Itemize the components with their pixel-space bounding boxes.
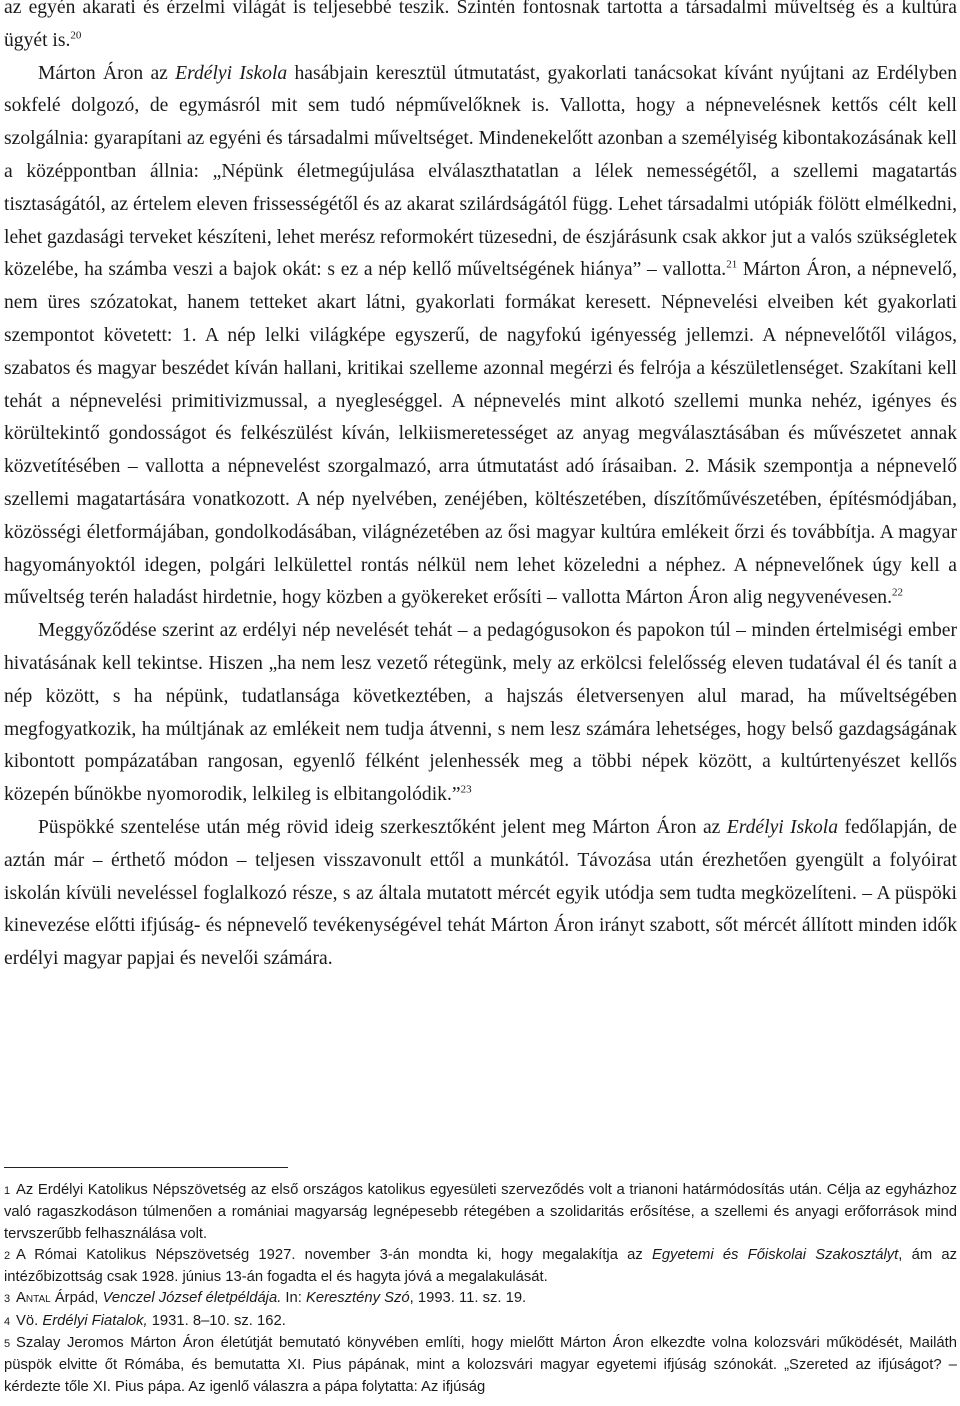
text-run: Erdélyi Iskola — [175, 62, 288, 84]
text-run: Antal — [16, 1290, 51, 1307]
body-paragraph — [4, 58, 957, 616]
text-run: Egyetemi és Főiskolai Szakosztályt — [651, 1246, 899, 1263]
body-paragraph — [4, 615, 957, 812]
text-run: , ám az intézőbizottság csak 1928. június 13-án fogadta el és hagyta jóvá a megalakulását. — [4, 1246, 957, 1286]
footnote — [4, 1180, 957, 1245]
text-run: Erdélyi Iskola — [726, 816, 839, 838]
body-text — [4, 0, 957, 976]
footnote-number: 4 — [4, 1315, 11, 1328]
text-run: Erdélyi Fiatalok, — [42, 1312, 148, 1329]
text-run: Püspökké szentelése után még rövid ideig szerkesztőként jelent meg Márton Áron az — [38, 816, 727, 838]
text-run: 1931. 8–10. sz. 162. — [147, 1312, 286, 1329]
text-run: az egyén akarati és érzelmi világát is teljesebbé teszik. Szintén fontosnak tartotta a társadalmi műveltség és a kultúra ügyét is. — [4, 0, 957, 51]
footnote-number: 2 — [4, 1249, 11, 1262]
footnote — [4, 1288, 957, 1310]
footnote-reference: 23 — [460, 783, 472, 796]
footnote-reference: 20 — [70, 29, 82, 42]
footnote — [4, 1333, 957, 1398]
text-run: Árpád, — [50, 1290, 103, 1307]
footnotes — [4, 1180, 957, 1398]
footnote — [4, 1311, 957, 1333]
text-run: Márton Áron az — [38, 62, 176, 84]
text-run: Venczel József életpéldája. — [102, 1290, 282, 1307]
footnote — [4, 1245, 957, 1289]
text-run: Szalay Jeromos Márton Áron életútját bemutató könyvében említi, hogy mielőtt Márton Áron elkezdte volna kolozsvári működését, Mailáth püspök elvitte őt Rómába, és bemutatta XI. Pius pápának, mint a kolozsvári magyar egyetemi ifjúság szónokát. „Szereted az ifjúságot? – kérdezte tőle XI. Pius pápa. Az igenlő válaszra a pápa folytatta: Az ifjúság — [4, 1335, 957, 1395]
text-run: , 1993. 11. sz. 19. — [409, 1290, 527, 1307]
body-paragraph — [4, 812, 957, 976]
footnote-number: 3 — [4, 1293, 11, 1306]
footnote-reference: 22 — [891, 586, 903, 599]
footnote-number: 1 — [4, 1185, 11, 1197]
text-run: hasábjain keresztül útmutatást, gyakorlati tanácsokat kívánt nyújtani az Erdélyben sokfelé dolgozó, de egymásról mit sem tudó népművelőknek is. Vallotta, hogy a népnevelésnek kettős célt kell szolgálnia: gyarapítani az egyéni és társadalmi műveltséget. Mindenekelőtt azonban a személyiség kibontakozásának kell a középpontban állnia: „Népünk életmegújulása elválaszthatatlan a lélek nemességétől, a szellemi magatartás tisztaságától, az értelem eleven frissességétől és az akarat szilárdságától függ. Lehet társadalmi utópiák fölött elmélkedni, lehet gazdasági terveket készíteni, lehet merész reformokért tüzesedni, de észjárásunk csak akkor jut a valós szükségletek közelébe, ha számba veszi a bajok okát: s ez a nép kellő műveltségének hiánya” – vallotta. — [4, 62, 957, 281]
footnote-number: 5 — [4, 1338, 11, 1351]
footnote-separator — [4, 1167, 288, 1168]
text-run: In: — [281, 1290, 306, 1307]
text-run: Meggyőződése szerint az erdélyi nép nevelését tehát – a pedagógusokon és papokon túl – minden értelmiségi ember hivatásának kell tekintse. Hiszen „ha nem lesz vezető rétegünk, mely az erkölcsi felelősség eleven tudatával él és tanít a nép között, s ha népünk, tudatlansága következtében, a hajszás életversenyen alul marad, ha műveltségében megfogyatkozik, ha múltjának az emlékeit nem tudja átvenni, s nem lesz számára lehetséges, hogy belső gazdagságának kibontott pompázatában rangosan, egyenlő félként jelenhessék meg a többi népek között, a kultúrtenyészet kellős közepén bűnökbe nyomorodik, lelkileg is elbitangolódik.” — [4, 620, 957, 806]
text-run: fedőlapján, de aztán már – érthető módon – teljesen visszavonult ettől a munkától. Távozása után érezhetően gyengült a folyóirat iskolán kívüli neveléssel foglalkozó része, s az általa mutatott mércét egyik utódja sem tudta megközelíteni. – A püspöki kinevezése előtti ifjúság- és népnevelő tevékenységével tehát Márton Áron irányt szabott, sőt mércét állított minden idők erdélyi magyar papjai és nevelői számára. — [4, 816, 957, 970]
text-run: Keresztény Szó — [306, 1290, 410, 1307]
body-paragraph — [4, 0, 957, 58]
text-run: Vö. — [16, 1312, 43, 1329]
text-run: Az Erdélyi Katolikus Népszövetség az első országos katolikus egyesületi szerveződés volt a trianoni határmódosítás után. Célja az egyházhoz való ragaszkodáson túlmenően a romániai magyarság legnépesebb rétegében a szolidaritás erősítése, a szellemi és anyagi erőforrások mind tervszerűbb felhasználása volt. — [4, 1182, 957, 1242]
text-run: A Római Katolikus Népszövetség 1927. november 3-án mondta ki, hogy megalakítja az — [16, 1246, 652, 1263]
text-run: Márton Áron, a népnevelő, nem üres szózatokat, hanem tetteket akart látni, gyakorlati formákat keresett. Népnevelési elveiben két gyakorlati szempontot követett: 1. A nép lelki világképe egyszerű, de nagyfokú igényesség jellemzi. A népnevelőtől világos, szabatos és magyar beszédet kíván hallani, kritikai szelleme azonnal megérzi és felrója a készületlenséget. Szakítani kell tehát a népnevelési primitivizmussal, a nyegleséggel. A népnevelés mint alkotó szellemi munka nehéz, igényes és körültekintő gondosságot és felkészülést kíván, lelkiismeretességet az anyag megválasztásában és művészetet annak közvetítésében – vallotta a népnevelést szorgalmazó, arra útmutatást adó írásaiban. 2. Másik szempontja a népnevelő szellemi magatartására vonatkozott. A nép nyelvében, zenéjében, költészetében, díszítőművészetében, építésmódjában, közösségi életformájában, gondolkodásában, világnézetében az ősi magyar kultúra emlékeit őrzi és továbbítja. A magyar hagyományoktól idegen, polgári lelkülettel rontás nélkül nem lehet közeledni a néphez. A népnevelőnek úgy kell a műveltség terén haladást hirdetnie, hogy közben a gyökereket erősíti – vallotta Márton Áron alig negyvenévesen. — [4, 259, 957, 609]
footnote-reference: 21 — [726, 258, 738, 271]
